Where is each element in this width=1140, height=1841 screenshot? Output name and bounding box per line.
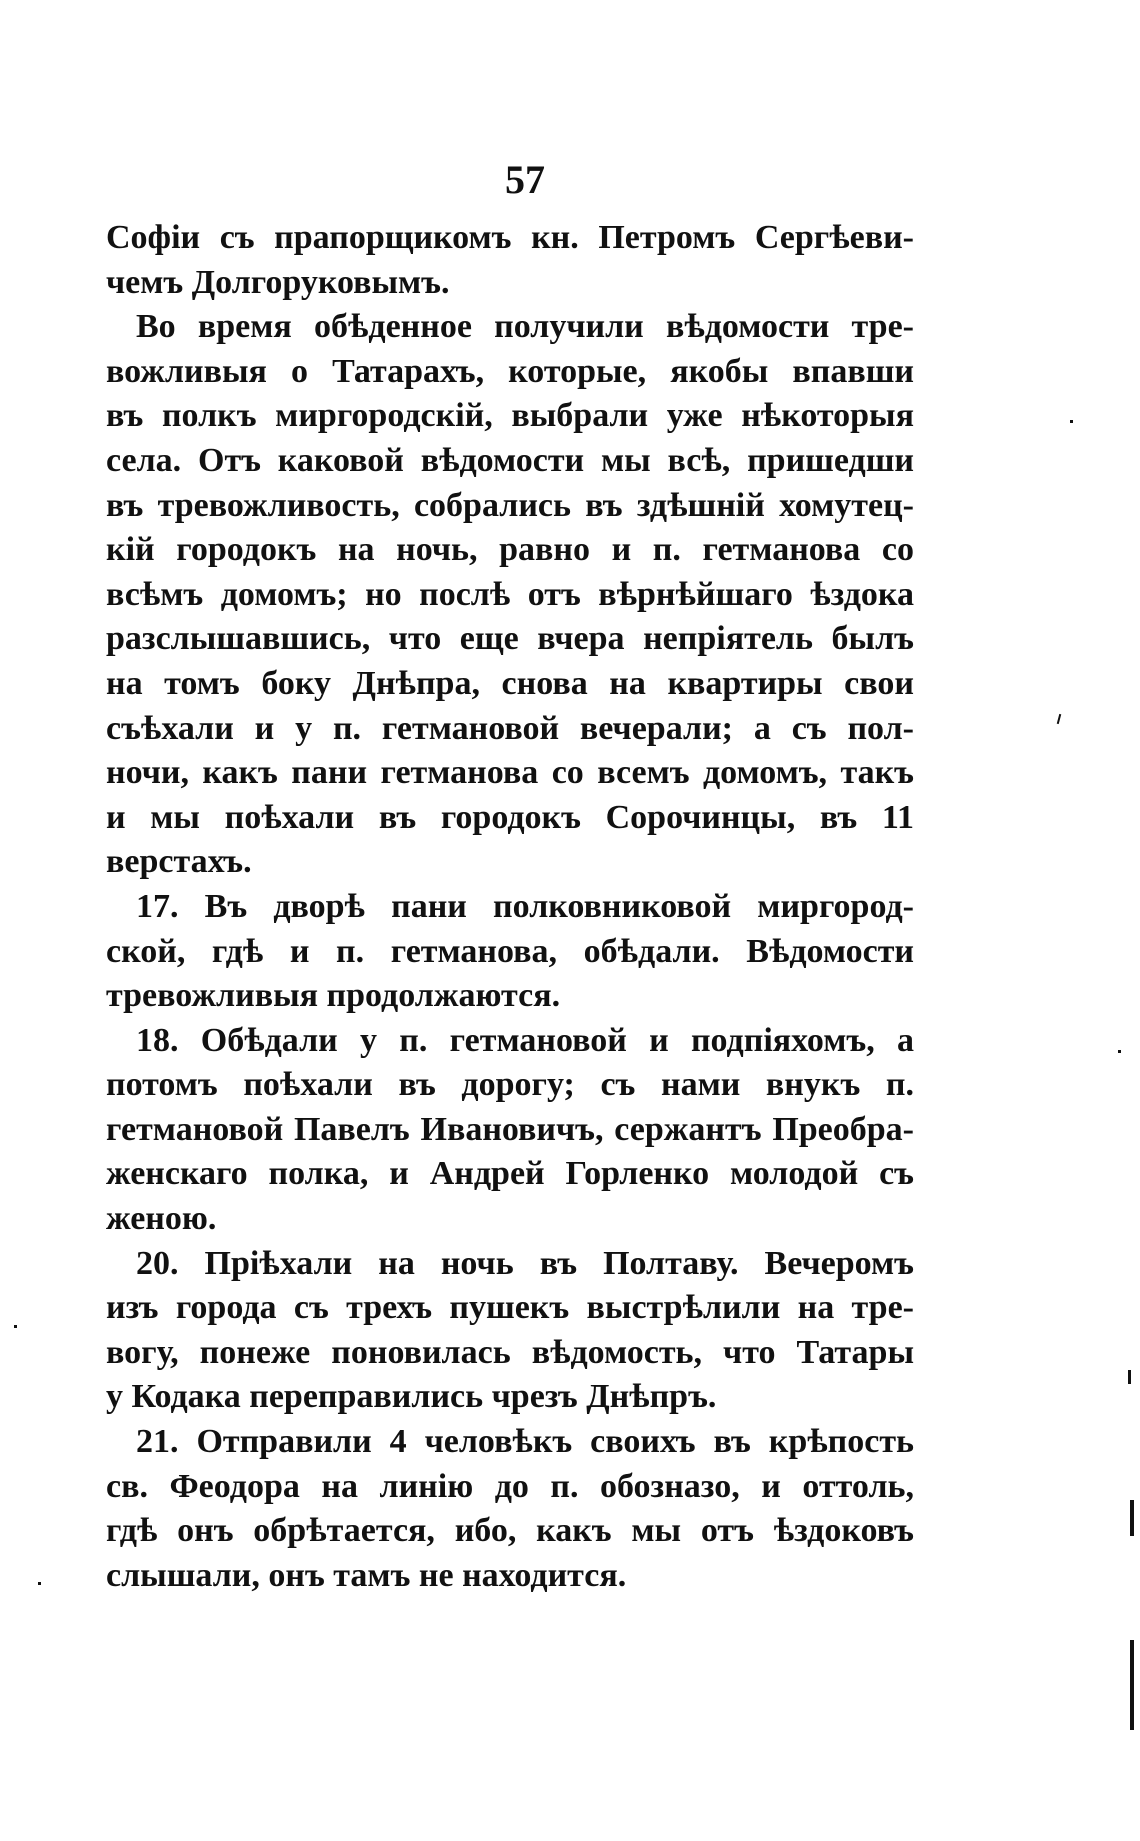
text-line: и мы поѣхали въ городокъ Сорочинцы, въ 11 bbox=[106, 798, 914, 836]
text-line: чемъ Долгоруковымъ. bbox=[106, 263, 450, 301]
page-number: 57 bbox=[505, 157, 545, 202]
text-line: всѣмъ домомъ; но послѣ отъ вѣрнѣйшаго ѣздока bbox=[106, 575, 914, 613]
text-line: съѣхали и у п. гетмановой вечерали; а съ пол- bbox=[106, 709, 914, 747]
text-line: 18. Обѣдали у п. гетмановой и подпіяхомъ, а bbox=[136, 1021, 914, 1059]
scan-speck bbox=[1128, 1370, 1131, 1384]
text-line: 17. Въ дворѣ пани полковниковой миргород- bbox=[136, 887, 914, 925]
text-line: 21. Отправили 4 человѣкъ своихъ въ крѣпость bbox=[136, 1423, 914, 1461]
scan-speck bbox=[1118, 1050, 1121, 1053]
text-line: на томъ боку Днѣпра, снова на квартиры свои bbox=[106, 664, 914, 702]
text-line: изъ города съ трехъ пушекъ выстрѣлили на тре- bbox=[106, 1289, 914, 1327]
text-line: разслышавшись, что еще вчера непріятель былъ bbox=[106, 620, 914, 658]
text-line: женскаго полка, и Андрей Горленко молодой съ bbox=[106, 1155, 914, 1193]
text-line: ночи, какъ пани гетманова со всемъ домомъ, такъ bbox=[106, 754, 914, 792]
scan-speck bbox=[1130, 1640, 1134, 1730]
text-line: села. Отъ каковой вѣдомости мы всѣ, пришедши bbox=[106, 441, 914, 479]
scan-speck bbox=[1070, 420, 1073, 423]
scan-speck bbox=[38, 1582, 41, 1585]
text-line: въ полкъ миргородскій, выбрали уже нѣкоторыя bbox=[106, 397, 914, 435]
text-line: тревожливыя продолжаются. bbox=[106, 977, 561, 1015]
text-line: Во время обѣденное получили вѣдомости тре- bbox=[136, 308, 914, 346]
scan-speck bbox=[14, 1325, 17, 1328]
text-line: кій городокъ на ночь, равно и п. гетманова со bbox=[106, 531, 914, 569]
text-line: гдѣ онъ обрѣтается, ибо, какъ мы отъ ѣздоковъ bbox=[106, 1512, 914, 1550]
body-text bbox=[106, 216, 914, 1598]
text-line: слышали, онъ тамъ не находится. bbox=[106, 1556, 627, 1594]
scan-speck bbox=[1057, 714, 1062, 724]
text-line: гетмановой Павелъ Ивановичъ, сержантъ Преобра- bbox=[106, 1110, 914, 1148]
text-line: вогу, понеже поновилась вѣдомость, что Татары bbox=[106, 1333, 914, 1371]
text-line: вожливыя о Татарахъ, которые, якобы впавши bbox=[106, 352, 914, 390]
text-line: Софіи съ прапорщикомъ кн. Петромъ Сергѣеви- bbox=[106, 219, 914, 256]
text-line: потомъ поѣхали въ дорогу; съ нами внукъ п. bbox=[106, 1066, 914, 1104]
text-line: верстахъ. bbox=[106, 843, 252, 881]
text-line: ской, гдѣ и п. гетманова, обѣдали. Вѣдомости bbox=[106, 932, 914, 970]
text-line: у Кодака переправились чрезъ Днѣпръ. bbox=[106, 1378, 717, 1416]
text-line: женою. bbox=[106, 1200, 217, 1238]
text-line: св. Феодора на линію до п. обозназо, и оттоль, bbox=[106, 1467, 914, 1505]
text-line: 20. Пріѣхали на ночь въ Полтаву. Вечеромъ bbox=[136, 1244, 914, 1282]
text-line: въ тревожливость, собрались въ здѣшній хомутец- bbox=[106, 486, 914, 524]
scan-speck bbox=[1130, 1500, 1134, 1536]
